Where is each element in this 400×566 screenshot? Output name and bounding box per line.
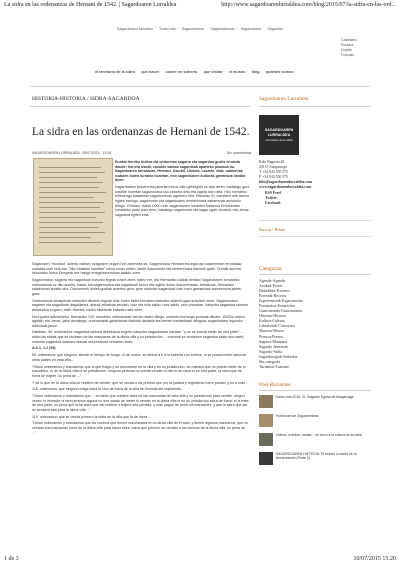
print-date: 10/07/2015 15:20 — [353, 556, 396, 562]
nav-separator: · — [224, 70, 226, 74]
post-thumbnail — [259, 433, 273, 446]
post-paragraph: "Otrosí ordenamos y mandamos que ... en tanto que hubiere sidra de las manzanas de esta villa y su jurisdicción para vender, ningún vecino ni morador ni otra persona alguna no sea osado de meter ni vender en la dicha villa ni en su jurisdicción sidra de fuera, ni la traer de otra parte, so pena que la tal sidra que así metiere o trajere sea perdida, y más pague de pena mil maravedís, y que la sidra que así se perdiere sea para la dicha villa ..." — [32, 394, 249, 412]
category-item[interactable]: Museoa-Museo — [259, 328, 284, 334]
topnav-item[interactable]: Txoko info — [159, 27, 176, 31]
post-paragraph: Haiotako, 59. ordenantza: sagardoa sartzea debekatua zegoen kanpoko sagardoaren kasuan, "y no se pueda meter de otra parte" ... salvo las sidras que se hiciesen de las manzanas de la dicha villa y su jurisdicción ... edonork ez zezakeen sagardoa saldu edo sartu; ondoren sagardoa saltzeko arauak eta prezioak zehazten ziren. — [32, 330, 245, 344]
category-list — [259, 278, 303, 369]
post-body — [32, 262, 250, 548]
logo-line: LURRALDEA — [267, 132, 291, 137]
topnav-item[interactable]: Sagardoetxea — [181, 27, 205, 31]
category-item[interactable]: Sagarra-Manzana — [259, 338, 288, 344]
post-paragraph: Sagardoen "mundua" aztertu nahian, ezagutzen dugun hori aztertzea da. Sagarrondoa Hernani eta inguruko udalerrietan errotutako zuhaitza izan zela eta, "Hiru hilabete hauetan" izena eman zioten, beste dokumentu eta erreferentzia batzuek garbi. Ordutik aurrera Antzinako Antso Erregeak ere hango erregelamenduan azaldu zuen. — [32, 262, 242, 276]
recent-post[interactable] — [259, 433, 379, 452]
main-nav — [95, 70, 296, 74]
manuscript-image — [33, 158, 113, 256]
mainnav-item[interactable]: el territorio de la sidra — [95, 70, 135, 74]
contact-block — [259, 160, 312, 190]
divider — [30, 86, 370, 87]
nav-separator: · — [261, 70, 263, 74]
lang-item[interactable]: English — [341, 48, 353, 52]
categories-title: Categorías — [259, 266, 283, 272]
nav-separator: · — [161, 70, 163, 74]
social-links — [265, 191, 281, 206]
mainnav-item[interactable]: quiénes somos — [265, 70, 294, 74]
post-paragraph: Ordenantzak xedapenak zehazten dituzten legeak dira; haien bidez herriaren bizitzako alderdi ugari arautzen ziren. Sagarrondoei, sagarrei eta sagardoari dagokienez, araudi zehatzak zeuden: noiz eta nola saldu, nork saldu, zein preziotan, kanpoko sagardoa sartzea debekatua zegoen, etab. Horrela, tokiko ekoizleak babestu nahi ziren. — [32, 298, 248, 312]
nav-separator: · — [136, 70, 139, 74]
category-item[interactable]: Azokak-Ferias — [259, 283, 283, 289]
post-intro — [115, 160, 250, 220]
lang-item[interactable]: Castellano — [341, 38, 358, 42]
post-paragraph: Sagardoaren ixonera eta jatorriari buruz datu gehiegirik ez izan arren, badakigu gure lurralde honetan sagarrondoa oso zaharra dela eta ugaria izan dela. Hiru mendeko lehenengo idazkietan sagarrondoak agertzen dira. Historian XI. mendera arte atzera egiten badugu, sagarrondo eta sagardoaren erreferentzia zaharrenak aurkituko ditugu. Ordutan, duela 1.000 urte, sagardoaren lurraldea Nafarroa Erresumako lurraldeko parte izan ziren, badakigu sagarrondo eta sagar ugari zeudela, eta, beraz, sagardoa egiten zela. — [115, 185, 250, 217]
post-thumbnail — [259, 395, 273, 408]
facebook-link[interactable]: Facebook — [265, 201, 281, 205]
post-paragraph: 59. ordenanza: que ninguno, siendo el tiempo de fuego, ni de noche, se atreva a ir a la sidrería con lumbre, ni se pueda meter sidra de otras partes en esta villa... — [32, 353, 247, 362]
category-item[interactable]: Sagardotegiak-Sidrerías — [259, 353, 298, 359]
recent-post-title[interactable]: Santo Ana 2015, XL Sagardo Eguna de Astigarraga. — [276, 395, 355, 399]
category-item[interactable]: Sagardo-Sidra — [259, 348, 282, 354]
post-meta: SAGARDOAREN LURRALDEA · 09/07/2015 · 13:36 — [32, 151, 111, 155]
post-paragraph: 118. ordenanza: que ninguno traiga sidra ni vino de fuera de la villa sin licencia del regimiento ... — [32, 387, 185, 392]
mainnav-item[interactable]: qué hacer — [141, 70, 160, 74]
recent-post-title[interactable]: Fotoforum de Sagardoetxea. — [276, 414, 320, 418]
category-item[interactable]: Turismoa-Turismo — [259, 363, 289, 369]
category-item[interactable]: Lehiaketak-Concursos — [259, 323, 295, 329]
post-paragraph: Sagarrondoa, sagarra eta sagardoari buruzko legeak ezarri ziren, batez ere, eta Hernaniko udalak bertako Sagardoaren lurraldeko ordenantzak ez ditu aurkitu, baina, bai sagarrondoa eta sagardoari buruz hitz egiten duten dokumentuak, bertakoak, Hernaniko udaletxean aurkitu dira. Dokumentu horiek guztiak aztertuz gero, gure historian sagardoak izan zuen garrantziaz kontzientzia jabetu gara. — [32, 277, 242, 296]
category-item[interactable]: Erreziak-Recetas — [259, 293, 287, 299]
contact-website[interactable]: www.sagardoarenlurraldea.com — [259, 185, 312, 189]
recent-post[interactable] — [259, 395, 379, 414]
recent-post[interactable] — [259, 414, 379, 433]
category-item[interactable]: Prentsa-Prensa — [259, 333, 283, 339]
post-paragraph: "Otrosí ordenamos y mandamos que al que fuego y se encontrare en la villa y en su jurisdicción, de manera que no pueda meter de lo susodicho, ni de la dicha villa ni su jurisdicción, ninguna persona no pueda vender ni dar en su casa ni en otra parte, la sidra que de fuera se trajere, so pena de ..." — [32, 364, 246, 378]
rss-link[interactable]: RSS Feed — [265, 191, 281, 195]
divider — [259, 236, 371, 237]
logo-line: SAGARDOAREN — [264, 127, 294, 132]
category-item[interactable]: Gastronomia-Gastronomía — [259, 308, 302, 314]
post-paragraph: Y de lo que en la dicha villa se hubiere de vender, que se venda a los precios que por la justicia y regimiento fuere puesto, y no a más ... — [32, 380, 250, 385]
site-logo[interactable] — [259, 115, 299, 155]
language-list — [341, 38, 357, 58]
divider — [259, 390, 371, 391]
topnav-item[interactable]: Sagardoa — [267, 27, 283, 31]
category-item[interactable]: Sin categoría — [259, 358, 280, 364]
print-footer — [0, 554, 400, 566]
category-item[interactable]: Sagardo Jatetxeak — [259, 343, 288, 349]
search-label[interactable]: Buscar / Bilatu — [259, 227, 286, 232]
nav-separator: · — [199, 70, 201, 74]
twitter-link[interactable]: Twitter — [265, 196, 277, 200]
category-item[interactable]: Ekitaldiak-Eventos — [259, 288, 290, 294]
nav-separator: · — [247, 70, 249, 74]
contact-line: T +34 943 550 575 — [259, 170, 289, 174]
post-thumbnail — [259, 414, 273, 427]
print-page: 1 de 3 — [4, 556, 19, 562]
recent-post-title[interactable]: SAGARDOAREN HIZTEGIA: El mundo a través de la fermentación (Parte 2). — [276, 452, 357, 461]
section-title: HISTORIA-HISTORIA / SIDRA-SAGARDOA — [32, 96, 140, 102]
topnav-item[interactable]: Sagardoteka — [240, 27, 262, 31]
recent-post[interactable] — [259, 452, 379, 471]
recent-post-title[interactable]: Videos, eventos, visitas... en torno a la cultura de la sidra. — [276, 433, 363, 437]
topnav-item[interactable]: Sagarzaleendo — [210, 27, 235, 31]
sidebar-title: Sagardoaren Lurraldea — [259, 96, 309, 102]
category-item[interactable]: Esperientziak-Experiencias — [259, 298, 303, 304]
mainnav-item[interactable]: blog — [251, 70, 260, 74]
print-title: La sidra en las ordenanzas de Hernani de 1542. | Sagardoaren Lurraldea — [4, 2, 177, 8]
top-nav: Sagardoaren lurraldea · Txoko info · Sagardoetxea · Sagarzaleendo · Sagardoteka · Sagardoa — [117, 27, 283, 31]
mainnav-item[interactable]: qué visitar — [203, 70, 223, 74]
recent-posts-list — [259, 395, 379, 471]
divider — [30, 106, 250, 107]
contact-line: Kale Nagusia 48 — [259, 160, 285, 164]
contact-email[interactable]: info@sagardoarenlurraldea.com — [259, 180, 312, 184]
divider — [259, 106, 371, 107]
post-paragraph: Hori guztia adierazteko, Hernaniko XVI. mendeko ordenantzak hemen ekarri ditugu, ondoren hurrengo puntuak dituzte: 1542ko urteko agiriak; eta, beraz, jakin dezakegu, ordenantzak gaztelaniaz idatzirik daudela eta hemen transkribatu ditugula, sagardoaren inguruko artikuluak jasoz. — [32, 314, 245, 328]
divider — [259, 220, 371, 221]
lang-item[interactable]: Euskara — [341, 43, 354, 47]
post-reference: A-6-1, 1-2 (59) — [32, 346, 56, 351]
contact-line: F +34 943 550 575 — [259, 175, 288, 179]
category-item[interactable]: Historia-Historia — [259, 313, 287, 319]
contact-line: 20115 Astigarraga — [259, 165, 287, 169]
comments-link[interactable]: Sin comentarios — [227, 151, 252, 155]
divider — [259, 274, 371, 275]
post-intro-text: Euskal Herriko bizitza eta ohituretan sagarra eta sagardoa guztiz errotuta daude; horrela izanik, zonalde batean sagardoak aparteko pisudoa du. Sagardoaren lurraldean, Hernani, Usurbil, Urnieta, Lasarte, etab. udalerriak osatzen duten lurralde honetan, non sagardoaren kulturak garrantzia handia duen. — [115, 160, 246, 183]
print-url: http://www.sagardoarenlurraldea.com/blog/2015/07/la-sidra-en-las-ord... — [221, 2, 396, 8]
topnav-item[interactable]: Sagardoaren lurraldea — [117, 27, 153, 31]
category-item[interactable]: Kultura-Cultura — [259, 318, 285, 324]
mainnav-item[interactable]: el museo — [228, 70, 246, 74]
print-header — [0, 0, 400, 12]
category-item[interactable]: Agenda-Agenda — [259, 278, 286, 283]
category-item[interactable]: Formazioa-Formación — [259, 303, 295, 309]
recent-posts-title: Post Recientes — [259, 382, 291, 388]
mainnav-item[interactable]: comer en sidrería — [165, 70, 198, 74]
post-paragraph: 119. ordenanza: que se venda primero la sidra de la villa que la de fuera ... — [32, 414, 152, 419]
lang-item[interactable]: Français — [341, 53, 355, 57]
post-thumbnail — [259, 452, 273, 465]
post-title: La sidra en las ordenanzas de Hernani de 1542. — [32, 126, 250, 138]
post-paragraph: "Otrosí ordenamos y mandamos que los vecinos que tienen manzanales en la dicha villa de Ernani, y tienen algunos manzanos, que no vendan sus manzanas fuera de la dicha villa para hacer sidra, salvo que primero se vendan a los vecinos de la dicha villa, so pena de ..." — [32, 421, 249, 435]
logo-line: el territorio de la sidra — [265, 137, 293, 142]
